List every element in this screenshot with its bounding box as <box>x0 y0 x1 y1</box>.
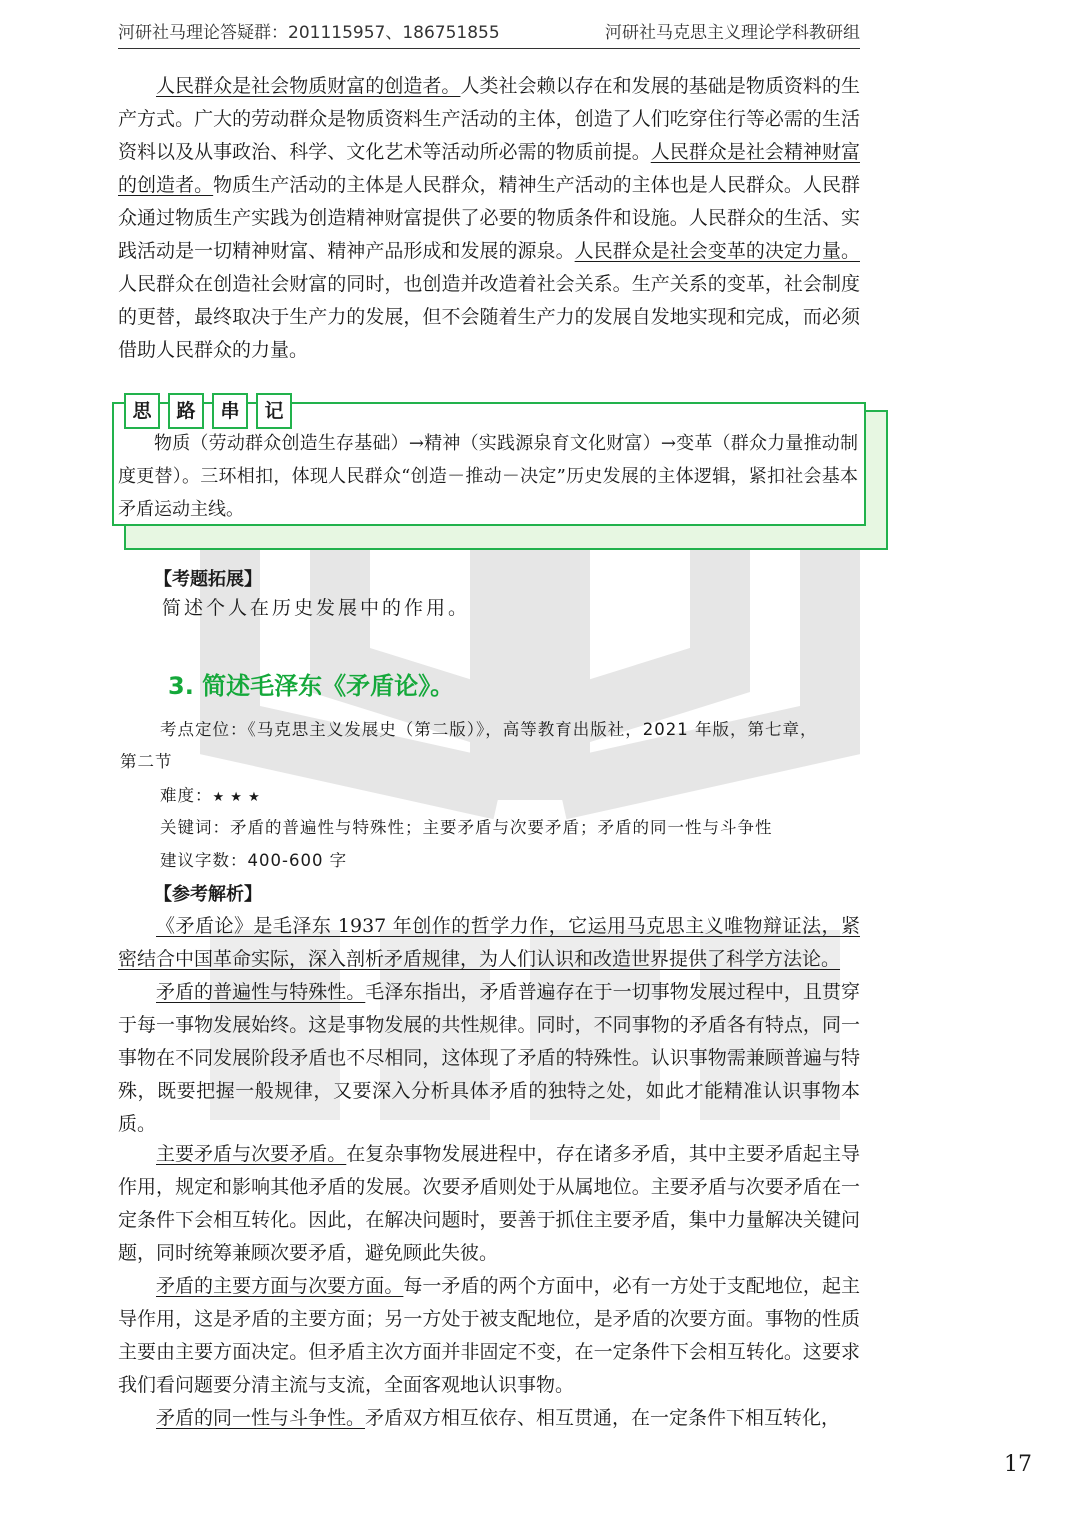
header-right: 河研社马克思主义理论学科教研组 <box>605 23 860 43</box>
exam-extension-question: 简述个人在历史发展中的作用。 <box>162 597 471 619</box>
paragraph-masses-role <box>118 70 860 367</box>
meta-value: 400-600 字 <box>247 851 348 870</box>
underlined-point: 矛盾的同一性与斗争性。 <box>156 1407 366 1429</box>
notebox-title-char: 思 <box>124 393 160 429</box>
meta-label: 考点定位： <box>160 720 248 739</box>
underlined-point: 矛盾的普遍性与特殊性。 <box>156 981 366 1003</box>
exam-location-cont: 第二节 <box>120 752 173 771</box>
analysis-principal-aspect <box>118 1270 860 1402</box>
notebox-title-char: 记 <box>256 393 292 429</box>
meta-label: 建议字数： <box>160 851 248 870</box>
underlined-point: 人民群众是社会物质财富的创造者。 <box>156 75 461 97</box>
underlined-point: 主要矛盾与次要矛盾。 <box>156 1143 347 1165</box>
underlined-point: 人民群众是社会精神财富的创造者。 <box>118 141 860 196</box>
meta-label: 难度： <box>160 786 213 805</box>
paragraph-text: 每一矛盾的两个方面中，必有一方处于支配地位，起主导作用，这是矛盾的主要方面；另一方处于被支配地位，是矛盾的次要方面。事物的性质主要由主要方面决定。但矛盾主次方面并非固定不变，在一定条件下会相互转化。这要求我们看问题要分清主流与支流，全面客观地认识事物。 <box>118 1275 860 1396</box>
analysis-heading: 【参考解析】 <box>154 884 262 905</box>
meta-value: 矛盾的普遍性与特殊性；主要矛盾与次要矛盾；矛盾的同一性与斗争性 <box>230 818 773 837</box>
analysis-principal-contradiction <box>118 1138 860 1270</box>
paragraph-text: 矛盾双方相互依存、相互贯通，在一定条件下相互转化， <box>365 1407 841 1429</box>
page-header <box>118 18 860 49</box>
analysis-identity-struggle <box>118 1402 860 1435</box>
word-count <box>160 845 347 877</box>
underlined-point: 《矛盾论》是毛泽东 1937 年创作的哲学力作，它运用马克思主义唯物辩证法，紧密结合中国革命实际，深入剖析矛盾规律，为人们认识和改造世界提供了科学方法论。 <box>118 915 860 970</box>
paragraph-text: 在复杂事物发展进程中，存在诸多矛盾，其中主要矛盾起主导作用，规定和影响其他矛盾的发展。次要矛盾则处于从属地位。主要矛盾与次要矛盾在一定条件下会相互转化。因此，在解决问题时，要善于抓住主要矛盾，集中力量解决关键问题，同时统筹兼顾次要矛盾，避免顾此失彼。 <box>118 1143 860 1264</box>
analysis-universality <box>118 976 860 1141</box>
meta-value: 《马克思主义发展史（第二版）》，高等教育出版社，2021 年版，第七章， <box>247 720 818 739</box>
header-left: 河研社马理论答疑群：201115957、186751855 <box>118 23 500 43</box>
notebox-title-char: 路 <box>168 393 204 429</box>
page-number: 17 <box>1004 1452 1032 1477</box>
difficulty <box>160 780 261 814</box>
paragraph-text: 物质生产活动的主体是人民群众，精神生产活动的主体也是人民群众。人民群众通过物质生产实践为创造精神财富提供了必要的物质条件和设施。人民群众的生活、实践活动是一切精神财富、精神产品形成和发展的源泉。 <box>118 174 860 262</box>
underlined-point: 人民群众是社会变革的决定力量。 <box>574 240 860 262</box>
paragraph-text: 毛泽东指出，矛盾普遍存在于一切事物发展过程中，且贯穿于每一事物发展始终。这是事物发展的共性规律。同时，不同事物的矛盾各有特点，同一事物在不同发展阶段矛盾也不尽相同，这体现了矛盾的特殊性。认识事物需兼顾普遍与特殊，既要把握一般规律，又要深入分析具体矛盾的独特之处，如此才能精准认识事物本质。 <box>118 981 860 1135</box>
underlined-point: 矛盾的主要方面与次要方面。 <box>156 1275 404 1297</box>
notebox-title <box>124 393 292 427</box>
exam-extension-heading: 【考题拓展】 <box>154 569 262 590</box>
meta-label: 关键词： <box>160 818 230 837</box>
difficulty-stars: ★ ★ ★ <box>212 790 261 805</box>
paragraph-text: 人类社会赖以存在和发展的基础是物质资料的生产方式。广大的劳动群众是物质资料生产活动的主体，创造了人们吃穿住行等必需的生活资料以及从事政治、科学、文化艺术等活动所必需的物质前提。 <box>118 75 860 163</box>
keywords <box>160 812 773 844</box>
paragraph-text: 人民群众在创造社会财富的同时，也创造并改造着社会关系。生产关系的变革，社会制度的更替，最终取决于生产力的发展，但不会随着生产力的发展自发地实现和完成，而必须借助人民群众的力量。 <box>118 273 860 361</box>
notebox-title-char: 串 <box>212 393 248 429</box>
section-title: 3. 简述毛泽东《矛盾论》。 <box>168 672 455 700</box>
analysis-intro <box>118 910 860 976</box>
exam-location <box>160 714 818 746</box>
notebox-text: 物质（劳动群众创造生存基础）→精神（实践源泉育文化财富）→变革（群众力量推动制度更替）。三环相扣，体现人民群众“创造－推动－决定”历史发展的主体逻辑，紧扣社会基本矛盾运动主线。 <box>118 433 858 520</box>
